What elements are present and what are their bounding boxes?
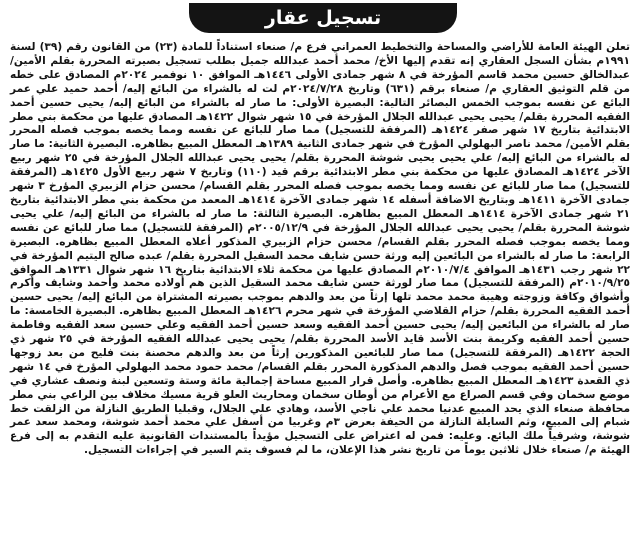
- registration-notice: [4, 3, 636, 546]
- notice-title: تسجيل عقار: [264, 7, 382, 29]
- title-banner: [189, 3, 457, 33]
- notice-body: تعلن الهيئة العامة للأراضي والمساحة والتخطيط العمراني فرع م/ صنعاء استناداً للمادة (٢٣) من القانون رقم (٣٩) لسنة ١٩٩١م بشأن السجل العقاري إنه تقدم إليها الأخ/ محمد أحمد عبدالله جميل بطلب تسجيل بصيرته المحررة بقلم الأمين/ عبدالخالق حسين محمد قاسم المؤرخة في ٨ شهر جمادى الأولى ١٤٤٦هـ الموافق ١٠ نوفمبر ٢٠٢٤م المصادق على خطه من قلم التوثيق العقاري م/ صنعاء برقم (٦٣١) وتاريخ ٢٠٢٤/٧/٢٨م لت له بالشراء من البائع إليه/ أحمد حميد علي عمر البائع عن نفسه بموجب الخمس البصائر التالية: البصيرة الأولى: ما صار له بالشراء من البائع إليه/ يحيى حسين أحمد الفقيه المحررة بقلم/ يحيى يحيى عبدالله الجلال المؤرخة في ١٥ شهر شوال ١٤٢٢هـ المصادق عليها من محكمة بني مطر الابتدائية بتاريخ ١٧ شهر صفر ١٤٢٤هـ (المرفقة للتسجيل) مما صار للبائع عن نفسه ومما يخصه بموجب فصله المحرر بقلم الأمين/ محمد ناصر البهلولي المؤرخ في شهر جمادى الثانية ١٣٨٩هـ المعطل المبيع بظاهره. البصيرة الثانية: ما صار له بالشراء من البائع إليه/ علي يحيى يحيى شوشة المحررة بقلم/ يحيى يحيى عبدالله الجلال المؤرخة في ٢٥ شهر ربيع الآخر ١٤٢٤هـ المصادق عليها من محكمة بني مطر الابتدائية برقم قيد (١١٠) وتاريخ ٧ شهر ربيع الأول ١٤٢٥هـ (المرفقة للتسجيل) مما صار للبائع عن نفسه ومما يخصه بموجب فصله المحرر بقلم القسام/ محسن حزام الزبيري المؤرخ ٣ شهر جمادى الآخرة ١٤١١هـ وبتاريخ الاضافة أسفله ١٤ شهر جمادى الآخرة ١٤١٤هـ المعمد من محكمة بني مطر الابتدائية بتاريخ ٢١ شهر جمادى الآخرة ١٤١٤هـ المعطل المبيع بظاهره. البصيرة الثالثة: ما صار له بالشراء من البائع إليه/ علي يحيى شوشة المحررة بقلم/ يحيى يحيى عبدالله الجلال المؤرخة في ٢٠٠٥/١٢/٩م (المرفقة للتسجيل) مما صار للبائع عن نفسه ومما يخصه بموجب فصله المحرر بقلم القسام/ محسن حزام الزبيري المذكور أعلاه المعطل المبيع بظاهره. البصيرة الرابعة: ما صار له بالشراء من البائعين إليه ورثة حسن شايف محمد السقيل المحررة بقلم/ عبده صالح اليتيم المؤرخة في ٢٢ شهر رجب ١٤٣١هـ الموافق ٢٠١٠/٧/٤م المصادق عليها من محكمة ثلاء الابتدائية بتاريخ ١٦ شهر شوال ١٣٣١هـ الموافق ٢٠١٠/٩/٢٥م (المرفقة للتسجيل) مما صار لورثة حسن شايف محمد السقيل الذين هم أولاده محمد وأحمد وشايف وأكرم وأشواق وكافة وزوجته وهيبة محمد محمد تلها إرثاً من بعد والدهم بموجب بصيرته المشتراة من البائع إليه/ يحيى حسين أحمد الفقيه المحررة بقلم/ حزام القلاضي المؤرخة في شهر محرم ١٤٢٦هـ المعطل المبيع بظاهره. البصيرة الخامسة: ما صار له بالشراء من البائعين إليه/ يحيى حسين أحمد الفقيه وسعد حسين أحمد الفقيه وعلي حسين سعد الفقيه وفاطمة حسين أحمد الفقيه وكريمة بنت الأسد قايد الأسد المحررة بقلم/ يحيى يحيى عبدالله الفقيه المؤرخة في ٢٥ شهر ذي الحجة ١٤٢٢هـ (المرفقة للتسجيل) مما صار للبائعين المذكورين إرثاً من بعد والدهم محصنة بنت فليح من بعد زوجها حسين أحمد الفقيه بموجب فصل والدهم المذكورة المحرر بقلم القسام/ محمد حمود محمد البهلولي المؤرخ في ١٤ شهر ذي القعدة ١٤٢٣هـ المعطل المبيع بظاهره. وأصل قرار المبيع مساحة إجمالية مائة وستة وتسعين لبنة ونصف عشاري في موضع سخمان وفي قسم الصراع مع الأعرام من أوطان سخمان ومحاريث العلو قرية مسيك مخلاف بين الراعي بني مطر محافظة صنعاء الذي يحد المبيع عدنيا محمد علي ناجي الأسد، وهادي علي الجلال، وقبليا الطريق النازلة من الزلقت خط شبام إلى المبيع، وثم السايلة النازلة من الحيفة بعرض ٣م وغربيا من أسفل علي محمد أحمد شوشة، ومحمد سعد عمر شوشة، وشرقياً ملك البائع. وعليه: فمن له اعتراض على التسجيل مؤيداً بالمستندات القانونية عليه التقدم به إلى فرع الهيئة م/ صنعاء خلال ثلاثين يوماً من تاريخ نشر هذا الإعلان، ما لم فسوف يتم السير في إجراءات التسجيل.: [10, 41, 631, 457]
